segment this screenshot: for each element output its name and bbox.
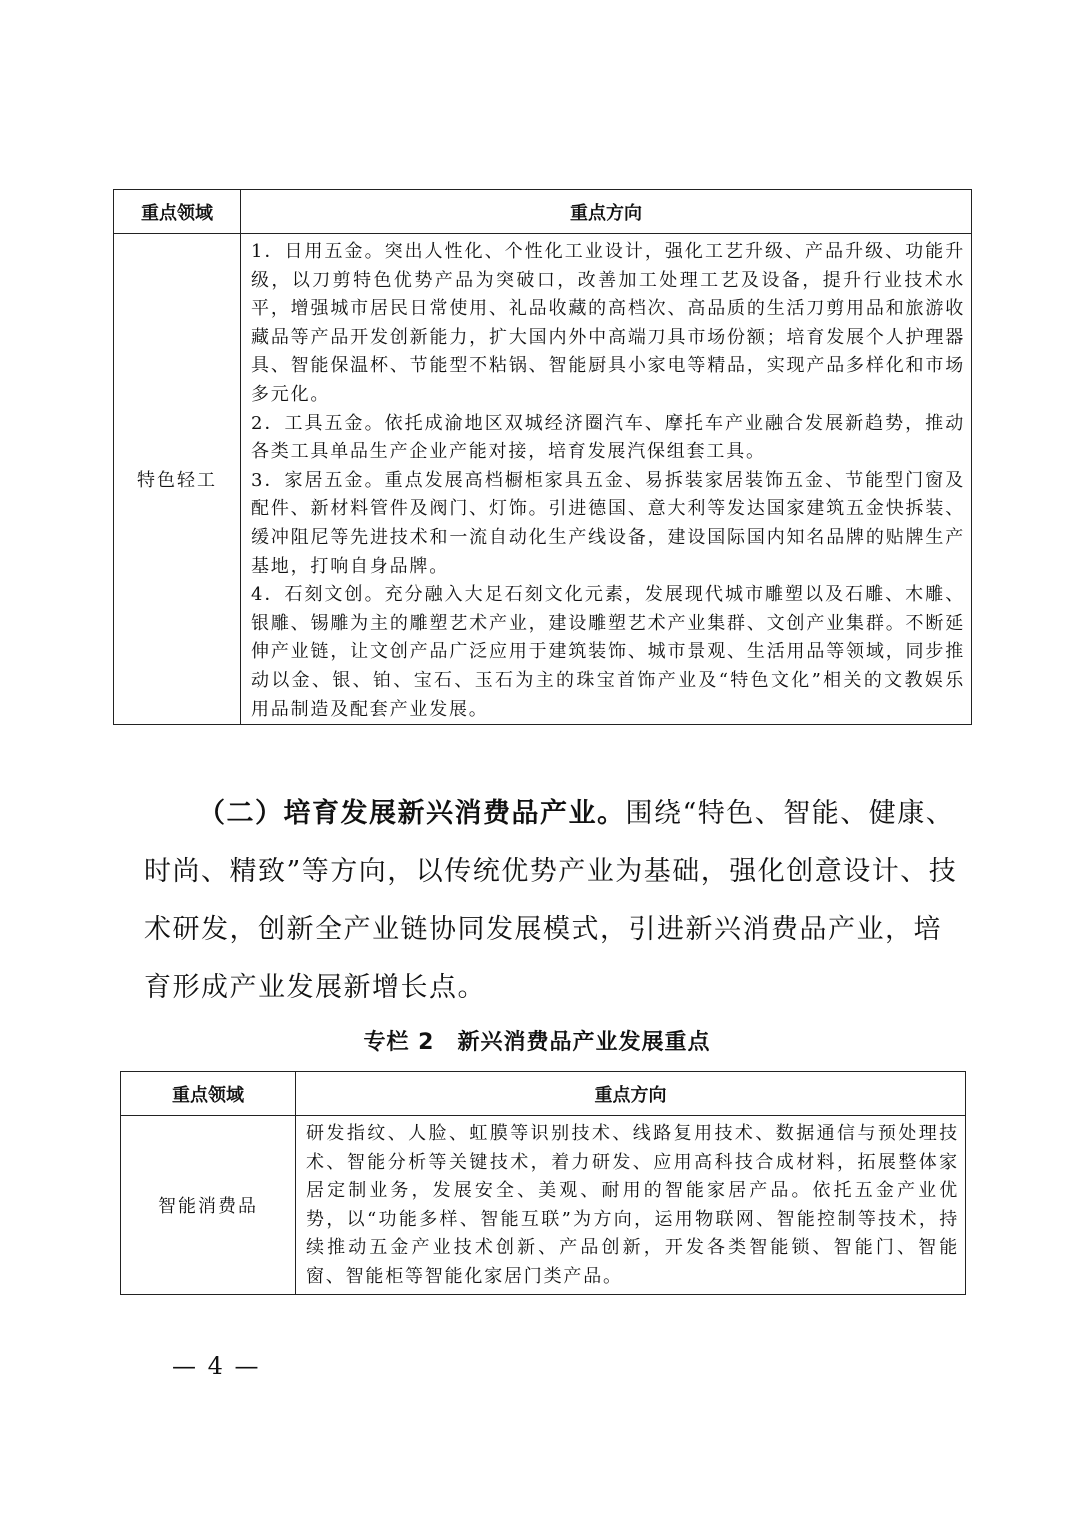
header-key-direction: 重点方向 — [241, 190, 972, 234]
direction-cell — [241, 234, 972, 725]
domain-cell: 智能消费品 — [121, 1116, 296, 1295]
key-areas-table-light-industry — [113, 189, 972, 725]
table-header-row — [114, 190, 972, 234]
table-caption: 专栏 2 新兴消费品产业发展重点 — [363, 1030, 711, 1055]
table-header-row — [121, 1072, 966, 1116]
direction-item: 4．石刻文创。充分融入大足石刻文化元素，发展现代城市雕塑以及石雕、木雕、银雕、锡雕为主的雕塑艺术产业，建设雕塑艺术产业集群、文创产业集群。不断延伸产业链，让文创产品广泛应用于建筑装饰、城市景观、生活用品等领域，同步推动以金、银、铂、宝石、玉石为主的珠宝首饰产业及“特色文化”相关的文教娱乐用品制造及配套产业发展。 — [251, 584, 965, 720]
key-areas-table-emerging-consumer — [120, 1071, 966, 1295]
header-key-domain: 重点领域 — [114, 190, 241, 234]
page-number: — 4 — — [172, 1352, 261, 1380]
direction-cell: 研发指纹、人脸、虹膜等识别技术、线路复用技术、数据通信与预处理技术、智能分析等关键技术，着力研发、应用高科技合成材料，拓展整体家居定制业务，发展安全、美观、耐用的智能家居产品。依托五金产业优势，以“功能多样、智能互联”为方向，运用物联网、智能控制等技术，持续推动五金产业技术创新、产品创新，开发各类智能锁、智能门、智能窗、智能柜等智能化家居门类产品。 — [296, 1116, 966, 1295]
header-key-domain: 重点领域 — [121, 1072, 296, 1116]
table-row — [114, 234, 972, 725]
section-paragraph — [144, 785, 964, 1017]
direction-item: 3．家居五金。重点发展高档橱柜家具五金、易拆装家居装饰五金、节能型门窗及配件、新材料管件及阀门、灯饰。引进德国、意大利等发达国家建筑五金快拆装、缓冲阻尼等先进技术和一流自动化生产线设备，建设国际国内知名品牌的贴牌生产基地，打响自身品牌。 — [251, 469, 965, 577]
header-key-direction: 重点方向 — [296, 1072, 966, 1116]
table-row — [121, 1116, 966, 1295]
domain-cell: 特色轻工 — [114, 234, 241, 725]
section-heading: （二）培育发展新兴消费品产业。 — [198, 798, 626, 829]
direction-item: 2．工具五金。依托成渝地区双城经济圈汽车、摩托车产业融合发展新趋势，推动各类工具单品生产企业产能对接，培育发展汽保组套工具。 — [251, 412, 965, 463]
section-body: 围绕“特色、智能、健康、时尚、精致”等方向，以传统优势产业为基础，强化创意设计、技术研发，创新全产业链协同发展模式，引进新兴消费品产业，培育形成产业发展新增长点。 — [144, 798, 958, 1003]
direction-item: 1．日用五金。突出人性化、个性化工业设计，强化工艺升级、产品升级、功能升级，以刀剪特色优势产品为突破口，改善加工处理工艺及设备，提升行业技术水平，增强城市居民日常使用、礼品收藏的高档次、高品质的生活刀剪用品和旅游收藏品等产品开发创新能力，扩大国内外中高端刀具市场份额；培育发展个人护理器具、智能保温杯、节能型不粘锅、智能厨具小家电等精品，实现产品多样化和市场多元化。 — [251, 241, 965, 405]
